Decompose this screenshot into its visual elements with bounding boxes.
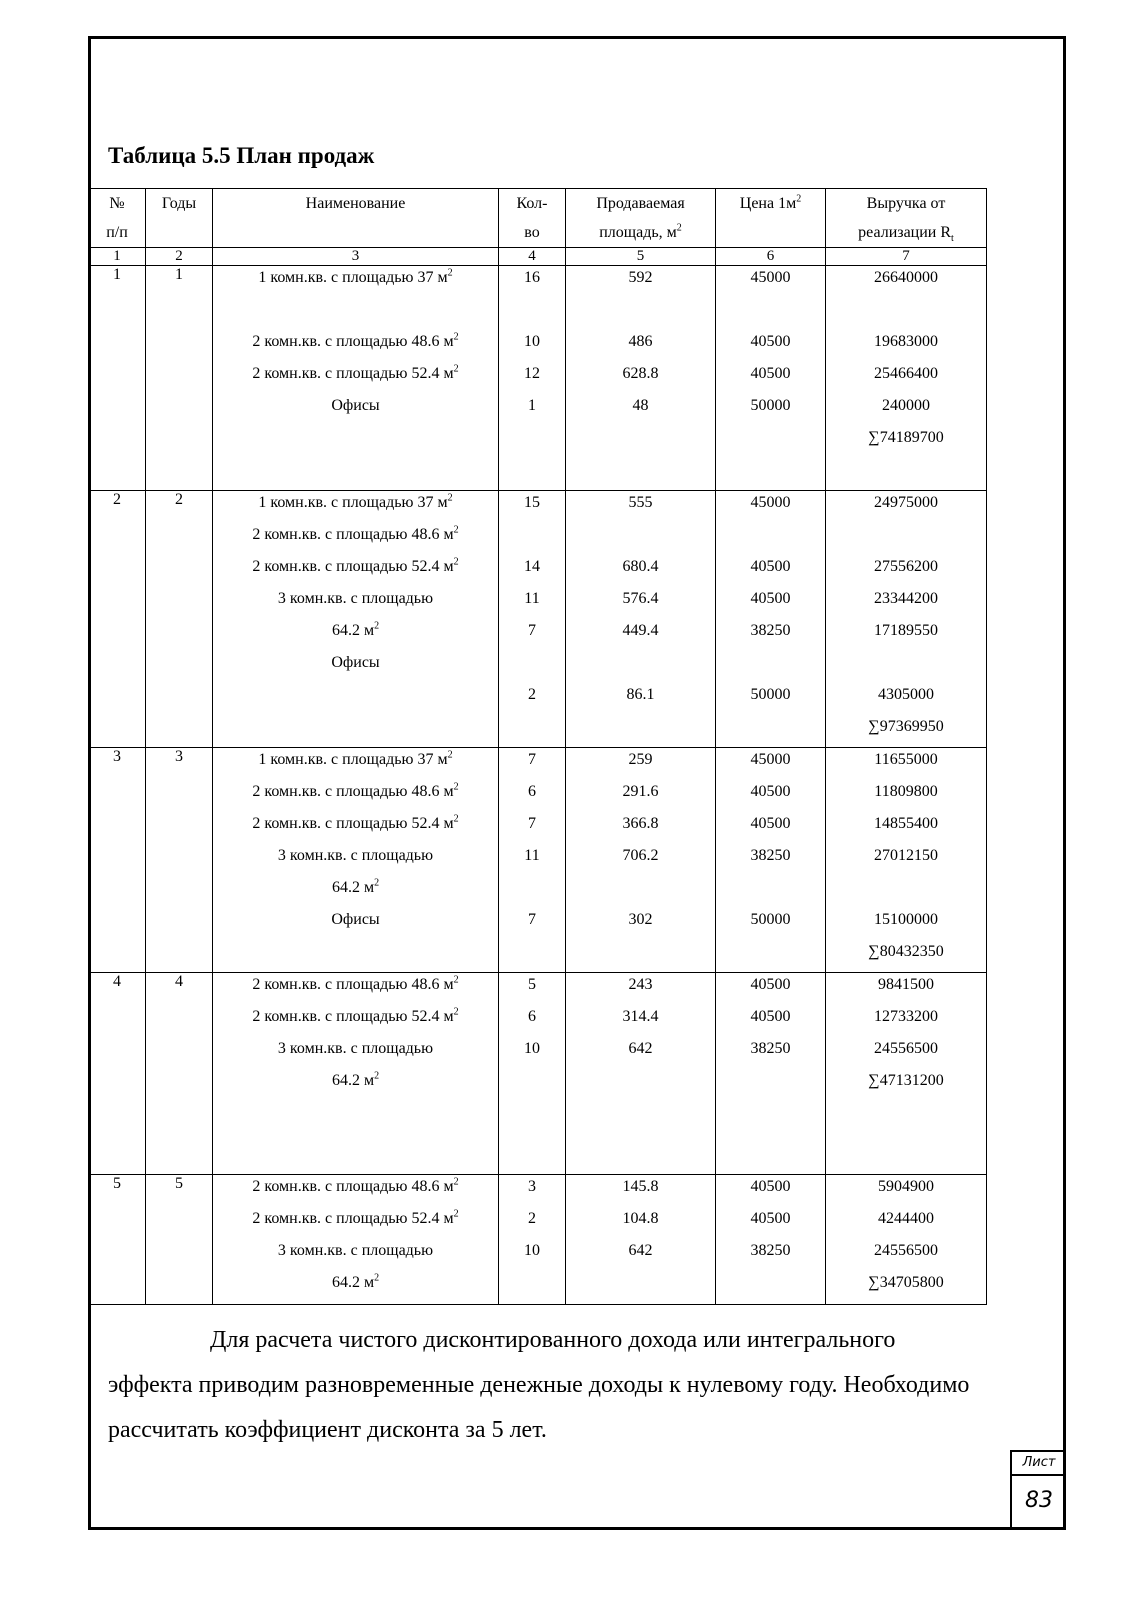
- cell-price: [716, 491, 826, 748]
- body-paragraph: Для расчета чистого дисконтированного дохода или интегрального эффекта приводим разновременные денежные доходы к нулевому году. Необходимо рассчитать коэффициент дисконта за 5 лет.: [108, 1327, 970, 1443]
- cell-line: 145.8: [622, 1178, 659, 1195]
- cell-line: [566, 458, 715, 490]
- cell-line: 6: [528, 1008, 536, 1025]
- cell-line: 642: [628, 1040, 653, 1057]
- cell-line: 45000: [750, 751, 791, 768]
- header-name: Наименование: [213, 189, 499, 248]
- cell-line: 4244400: [878, 1210, 934, 1227]
- cell-line: [716, 523, 825, 555]
- cell-line: [826, 651, 986, 683]
- cell-line: 50000: [750, 397, 791, 414]
- cell-line: 26640000: [874, 269, 938, 286]
- cell-qty: [499, 491, 566, 748]
- row-number: 3: [89, 748, 146, 973]
- cell-line: 40500: [750, 1008, 791, 1025]
- cell-line: 38250: [750, 1242, 791, 1259]
- cell-line: [213, 426, 498, 458]
- row-year: 1: [146, 266, 213, 491]
- cell-line: [566, 940, 715, 972]
- cell-line: [499, 298, 565, 330]
- cell-line: 40500: [750, 1178, 791, 1195]
- cell-line: 576.4: [622, 590, 659, 607]
- cell-line: 40500: [750, 558, 791, 575]
- cell-line: 2: [528, 1210, 536, 1227]
- cell-line: 48: [632, 397, 649, 414]
- cell-line: 642: [628, 1242, 653, 1259]
- cell-line: 40500: [750, 815, 791, 832]
- cell-line: 1 комн.кв. с площадью 37 $м^2$: [258, 492, 453, 511]
- cell-line: [566, 523, 715, 555]
- cell-line: 11655000: [874, 751, 938, 768]
- cell-line: 17189550: [874, 622, 938, 639]
- cell-line: [213, 715, 498, 747]
- cell-line: 14: [524, 558, 540, 575]
- cell-line: 314.4: [622, 1008, 659, 1025]
- cell-line: [566, 426, 715, 458]
- cell-line: 40500: [750, 976, 791, 993]
- cell-line: 23344200: [874, 590, 938, 607]
- cell-line: 3 комн.кв. с площадью: [277, 1242, 434, 1259]
- cell-line: 24556500: [874, 1242, 938, 1259]
- cell-line: 555: [628, 494, 653, 511]
- header-price: Цена $1м^2$: [716, 189, 826, 248]
- header-revenue: Выручка от реализации $R_t$: [826, 189, 987, 248]
- cell-rev: [826, 491, 987, 748]
- cell-line: 2: [528, 686, 536, 703]
- cell-line: [566, 1271, 715, 1303]
- cell-line: [566, 715, 715, 747]
- cell-line: 12733200: [874, 1008, 938, 1025]
- cell-line: 27556200: [874, 558, 938, 575]
- cell-line: ∑34705800: [868, 1274, 944, 1291]
- cell-line: [499, 651, 565, 683]
- cell-line: 40500: [750, 365, 791, 382]
- cell-line: 2 комн.кв. с площадью 48.6 $м^2$: [252, 524, 459, 543]
- cell-line: 40500: [750, 1210, 791, 1227]
- cell-line: ∑97369950: [868, 718, 944, 735]
- cell-line: 486: [628, 333, 653, 350]
- cell-line: [213, 298, 498, 330]
- cell-line: 64.2 $м^2$: [331, 1070, 380, 1089]
- sheet-label: Лист: [1012, 1452, 1066, 1476]
- sales-plan-table: [88, 188, 987, 1305]
- cell-line: 40500: [750, 333, 791, 350]
- cell-line: 15100000: [874, 911, 938, 928]
- cell-line: 104.8: [622, 1210, 659, 1227]
- cell-line: 16: [524, 269, 540, 286]
- cell-line: 25466400: [874, 365, 938, 382]
- cell-line: 7: [528, 911, 536, 928]
- cell-line: [566, 298, 715, 330]
- cell-line: 27012150: [874, 847, 938, 864]
- sheet-stamp: [1010, 1450, 1066, 1530]
- cell-line: [499, 1271, 565, 1303]
- cell-line: 2 комн.кв. с площадью 48.6 $м^2$: [252, 781, 459, 800]
- cell-line: 1 комн.кв. с площадью 37 $м^2$: [258, 749, 453, 768]
- cell-line: 2 комн.кв. с площадью 52.4 $м^2$: [252, 556, 459, 575]
- cell-line: ∑47131200: [868, 1072, 944, 1089]
- cell-line: [716, 651, 825, 683]
- cell-line: 38250: [750, 1040, 791, 1057]
- table-body: [89, 266, 987, 1305]
- cell-line: 11: [524, 590, 540, 607]
- cell-line: 10: [524, 1242, 540, 1259]
- cell-line: [716, 1271, 825, 1303]
- cell-area: [566, 491, 716, 748]
- column-number-row: 1 2 3 4 5 6 7: [89, 248, 987, 266]
- row-year: 3: [146, 748, 213, 973]
- cell-line: 240000: [882, 397, 930, 414]
- cell-names: [213, 973, 499, 1175]
- cell-names: [213, 491, 499, 748]
- cell-line: 302: [628, 911, 653, 928]
- cell-line: 45000: [750, 269, 791, 286]
- cell-area: [566, 1175, 716, 1305]
- cell-line: 50000: [750, 686, 791, 703]
- cell-line: 24556500: [874, 1040, 938, 1057]
- cell-line: 9841500: [878, 976, 934, 993]
- cell-price: [716, 266, 826, 491]
- cell-line: [716, 940, 825, 972]
- cell-line: Офисы: [331, 911, 380, 928]
- cell-line: 2 комн.кв. с площадью 52.4 $м^2$: [252, 1006, 459, 1025]
- cell-line: [716, 426, 825, 458]
- cell-line: [566, 876, 715, 908]
- cell-line: [213, 683, 498, 715]
- cell-line: 1: [528, 397, 536, 414]
- cell-names: [213, 266, 499, 491]
- cell-line: 7: [528, 622, 536, 639]
- header-qty: Кол- во: [499, 189, 566, 248]
- cell-line: [826, 876, 986, 908]
- table-row: [89, 973, 987, 1175]
- cell-line: 64.2 $м^2$: [331, 877, 380, 896]
- row-year: 2: [146, 491, 213, 748]
- cell-line: [716, 458, 825, 490]
- cell-line: 4305000: [878, 686, 934, 703]
- cell-line: 3: [528, 1178, 536, 1195]
- cell-line: ∑74189700: [868, 429, 944, 446]
- cell-line: [213, 458, 498, 490]
- cell-line: 15: [524, 494, 540, 511]
- cell-line: 40500: [750, 783, 791, 800]
- cell-line: 24975000: [874, 494, 938, 511]
- table-row: [89, 748, 987, 973]
- cell-line: 10: [524, 333, 540, 350]
- cell-line: 1 комн.кв. с площадью 37 $м^2$: [258, 267, 453, 286]
- header-years: Годы: [146, 189, 213, 248]
- cell-line: 628.8: [622, 365, 659, 382]
- table-row: [89, 491, 987, 748]
- cell-rev: [826, 266, 987, 491]
- cell-line: 3 комн.кв. с площадью: [277, 847, 434, 864]
- cell-line: [826, 458, 986, 490]
- cell-line: [499, 458, 565, 490]
- cell-line: 64.2 $м^2$: [331, 620, 380, 639]
- cell-line: 64.2 $м^2$: [331, 1272, 380, 1291]
- cell-line: [826, 523, 986, 555]
- cell-line: [826, 298, 986, 330]
- cell-line: [499, 426, 565, 458]
- cell-line: 3 комн.кв. с площадью: [277, 1040, 434, 1057]
- cell-area: [566, 748, 716, 973]
- cell-price: [716, 1175, 826, 1305]
- cell-line: 2 комн.кв. с площадью 52.4 $м^2$: [252, 813, 459, 832]
- cell-line: [499, 715, 565, 747]
- cell-price: [716, 748, 826, 973]
- cell-qty: [499, 1175, 566, 1305]
- cell-area: [566, 973, 716, 1175]
- cell-line: 40500: [750, 590, 791, 607]
- cell-line: [716, 876, 825, 908]
- cell-price: [716, 973, 826, 1175]
- cell-line: 2 комн.кв. с площадью 48.6 $м^2$: [252, 974, 459, 993]
- cell-line: Офисы: [331, 397, 380, 414]
- row-number: 1: [89, 266, 146, 491]
- cell-line: 706.2: [622, 847, 659, 864]
- cell-line: 38250: [750, 622, 791, 639]
- cell-line: 366.8: [622, 815, 659, 832]
- cell-line: [716, 298, 825, 330]
- cell-line: 3 комн.кв. с площадью: [277, 590, 434, 607]
- cell-line: Офисы: [331, 654, 380, 671]
- cell-line: [499, 1069, 565, 1101]
- cell-line: 2 комн.кв. с площадью 52.4 $м^2$: [252, 363, 459, 382]
- table-title: Таблица 5.5 План продаж: [108, 143, 375, 168]
- cell-line: [566, 1069, 715, 1101]
- header-area: Продаваемая площадь, $м^2$: [566, 189, 716, 248]
- cell-line: 5904900: [878, 1178, 934, 1195]
- cell-rev: [826, 1175, 987, 1305]
- cell-line: 2 комн.кв. с площадью 48.6 $м^2$: [252, 331, 459, 350]
- cell-line: 11809800: [874, 783, 938, 800]
- cell-line: [499, 876, 565, 908]
- page-number: 83: [1025, 1488, 1053, 1513]
- cell-line: ∑80432350: [868, 943, 944, 960]
- cell-line: 5: [528, 976, 536, 993]
- table-row: [89, 266, 987, 491]
- cell-qty: [499, 748, 566, 973]
- cell-line: [566, 651, 715, 683]
- cell-line: [499, 940, 565, 972]
- cell-line: [716, 715, 825, 747]
- cell-line: 50000: [750, 911, 791, 928]
- cell-rev: [826, 748, 987, 973]
- cell-line: 19683000: [874, 333, 938, 350]
- row-number: 5: [89, 1175, 146, 1305]
- row-number: 2: [89, 491, 146, 748]
- cell-line: 243: [628, 976, 653, 993]
- header-row: [89, 189, 987, 248]
- cell-line: [499, 523, 565, 555]
- cell-line: [716, 1069, 825, 1101]
- cell-line: 2 комн.кв. с площадью 52.4 $м^2$: [252, 1208, 459, 1227]
- cell-line: 6: [528, 783, 536, 800]
- table-row: [89, 1175, 987, 1305]
- row-number: 4: [89, 973, 146, 1175]
- cell-line: 38250: [750, 847, 791, 864]
- cell-line: 291.6: [622, 783, 659, 800]
- cell-rev: [826, 973, 987, 1175]
- cell-line: 7: [528, 815, 536, 832]
- cell-line: 10: [524, 1040, 540, 1057]
- header-number: № п/п: [89, 189, 146, 248]
- cell-line: 12: [524, 365, 540, 382]
- row-year: 5: [146, 1175, 213, 1305]
- cell-line: 592: [628, 269, 653, 286]
- row-year: 4: [146, 973, 213, 1175]
- cell-line: 680.4: [622, 558, 659, 575]
- cell-line: 45000: [750, 494, 791, 511]
- cell-line: 14855400: [874, 815, 938, 832]
- cell-line: 449.4: [622, 622, 659, 639]
- cell-qty: [499, 973, 566, 1175]
- cell-line: 259: [628, 751, 653, 768]
- cell-line: 86.1: [626, 686, 655, 703]
- cell-line: 2 комн.кв. с площадью 48.6 $м^2$: [252, 1176, 459, 1195]
- cell-names: [213, 1175, 499, 1305]
- cell-qty: [499, 266, 566, 491]
- cell-line: 7: [528, 751, 536, 768]
- cell-area: [566, 266, 716, 491]
- cell-line: [213, 940, 498, 972]
- cell-names: [213, 748, 499, 973]
- cell-line: 11: [524, 847, 540, 864]
